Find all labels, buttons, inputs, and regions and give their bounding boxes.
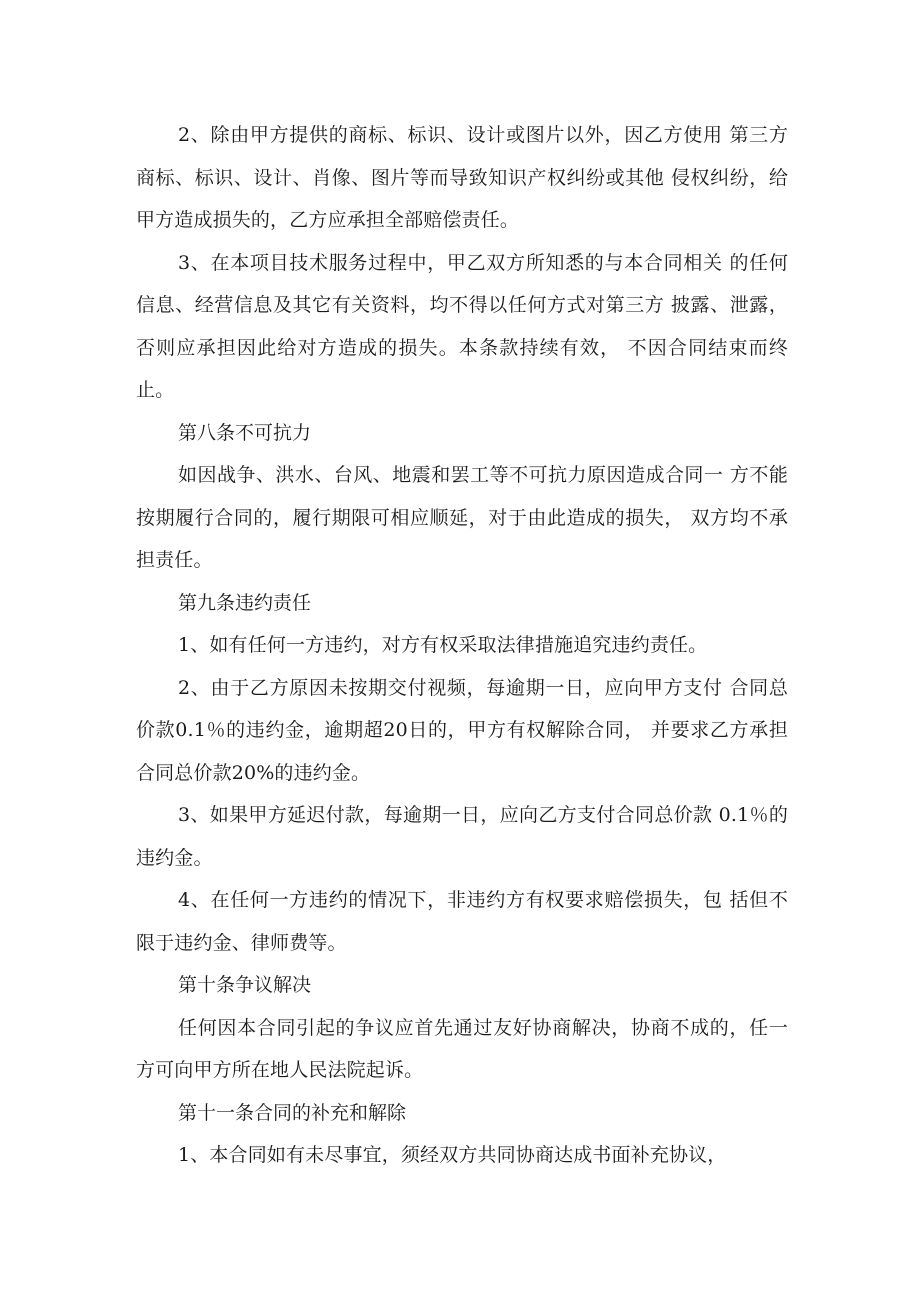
heading-article-8: 第八条不可抗力 (178, 421, 312, 444)
paragraph-dispute-resolution: 任何因本合同引起的争议应首先通过友好协商解决，协商不成的，任一方可向甲方所在地人民法院起诉。 (136, 1016, 788, 1081)
paragraph-supplement-1: 1、本合同如有未尽事宜，须经双方共同协商达成书面补充协议， (178, 1144, 727, 1166)
document-page (136, 114, 788, 1177)
heading-article-10: 第十条争议解决 (178, 974, 312, 996)
heading-article-9: 第九条违约责任 (178, 591, 312, 614)
paragraph-breach-3: 3、如果甲方延迟付款，每逾期一日，应向乙方支付合同总价款 0.1％的违约金。 (136, 804, 788, 869)
heading-article-11: 第十一条合同的补充和解除 (178, 1101, 407, 1124)
paragraph-confidentiality: 3、在本项目技术服务过程中，甲乙双方所知悉的与本合同相关 的任何信息、经营信息及其它有关资料，均不得以任何方式对第三方 披露、泄露，否则应承担因此给对方造成的损失。本条款持续有效， 不因合同结束而终止。 (136, 251, 788, 401)
paragraph-ip-liability: 2、除由甲方提供的商标、标识、设计或图片以外，因乙方使用 第三方商标、标识、设计、肖像、图片等而导致知识产权纠纷或其他 侵权纠纷，给甲方造成损失的，乙方应承担全部赔偿责任。 (136, 124, 788, 231)
paragraph-breach-1: 1、如有任何一方违约，对方有权采取法律措施追究违约责任。 (178, 634, 708, 656)
paragraph-breach-4: 4、在任何一方违约的情况下，非违约方有权要求赔偿损失，包 括但不限于违约金、律师费等。 (136, 889, 788, 954)
paragraph-breach-2: 2、由于乙方原因未按期交付视频，每逾期一日，应向甲方支付 合同总价款0.1％的违约金，逾期超20日的，甲方有权解除合同， 并要求乙方承担合同总价款20%的违约金。 (136, 676, 788, 784)
paragraph-force-majeure: 如因战争、洪水、台风、地震和罢工等不可抗力原因造成合同一 方不能按期履行合同的，履行期限可相应顺延，对于由此造成的损失， 双方均不承担责任。 (136, 464, 788, 571)
